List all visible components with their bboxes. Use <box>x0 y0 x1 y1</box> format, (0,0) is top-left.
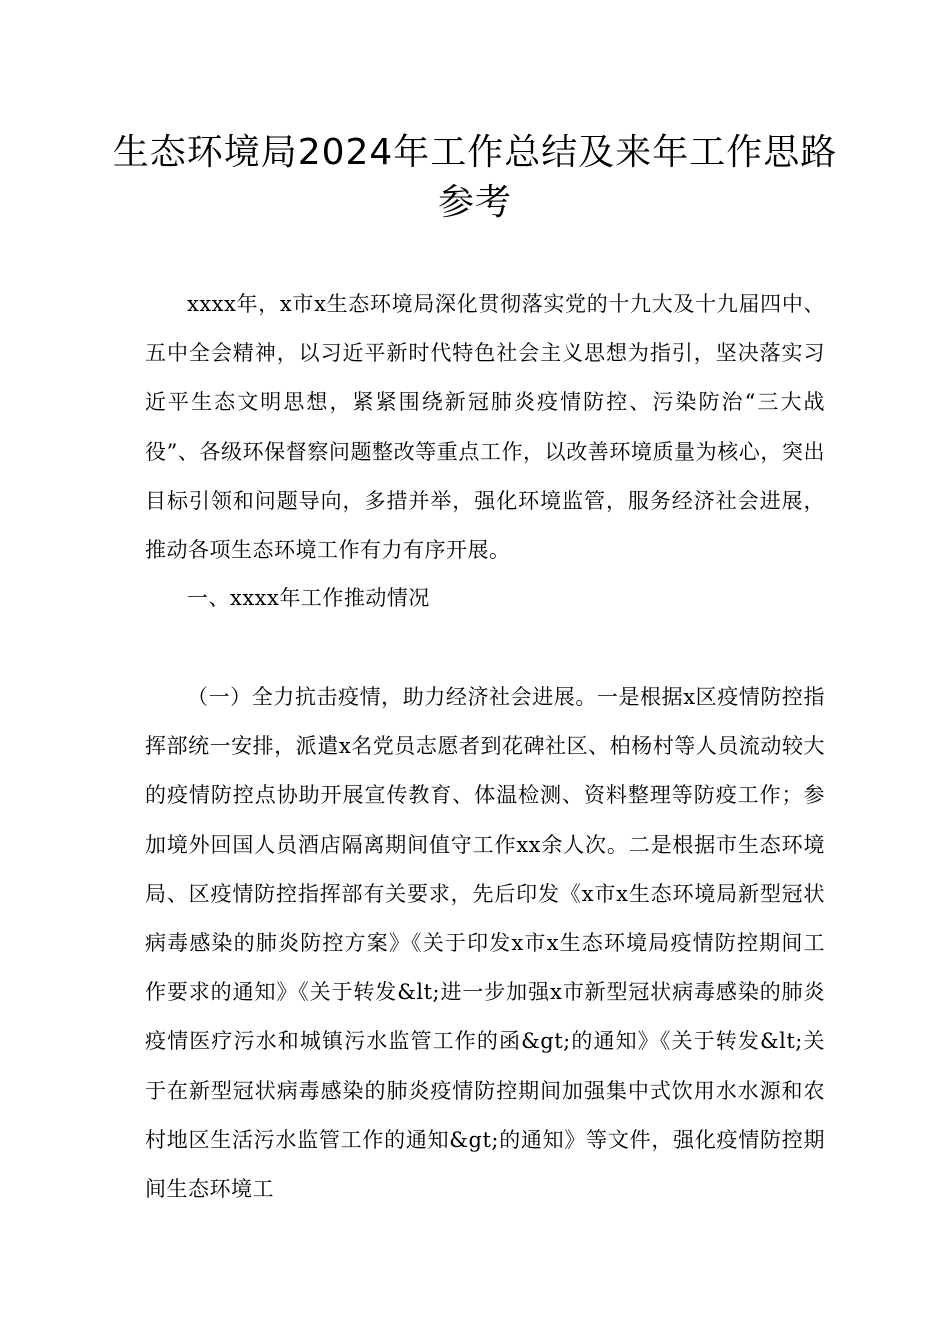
section-paragraph: （一）全力抗击疫情，助力经济社会进展。一是根据x区疫情防控指挥部统一安排，派遣x名党员志愿者到花碑社区、柏杨村等人员流动较大的疫情防控点协助开展宣传教育、体温检测、资料整理等防疫工作；参加境外回国人员酒店隔离期间值守工作xx余人次。二是根据市生态环境局、区疫情防控指挥部有关要求，先后印发《x市x生态环境局新型冠状病毒感染的肺炎防控方案》《关于印发x市x生态环境局疫情防控期间工作要求的通知》《关于转发&lt;进一步加强x市新型冠状病毒感染的肺炎疫情医疗污水和城镇污水监管工作的函&gt;的通知》《关于转发&lt;关于在新型冠状病毒感染的肺炎疫情防控期间加强集中式饮用水水源和农村地区生活污水监管工作的通知&gt;的通知》等文件，强化疫情防控期间生态环境工 <box>145 685 825 1202</box>
section-heading: 一、xxxx年工作推动情况 <box>187 586 430 610</box>
document-title: 生态环境局2024年工作总结及来年工作思路参考 <box>112 132 838 223</box>
intro-paragraph: xxxx年，x市x生态环境局深化贯彻落实党的十九大及十九届四中、五中全会精神，以习近平新时代特色社会主义思想为指引，坚决落实习近平生态文明思想，紧紧围绕新冠肺炎疫情防控、污染防治“三大战役”、各级环保督察问题整改等重点工作，以改善环境质量为核心，突出目标引领和问题导向，多措并举，强化环境监管，服务经济社会进展，推动各项生态环境工作有力有序开展。 <box>145 292 825 563</box>
